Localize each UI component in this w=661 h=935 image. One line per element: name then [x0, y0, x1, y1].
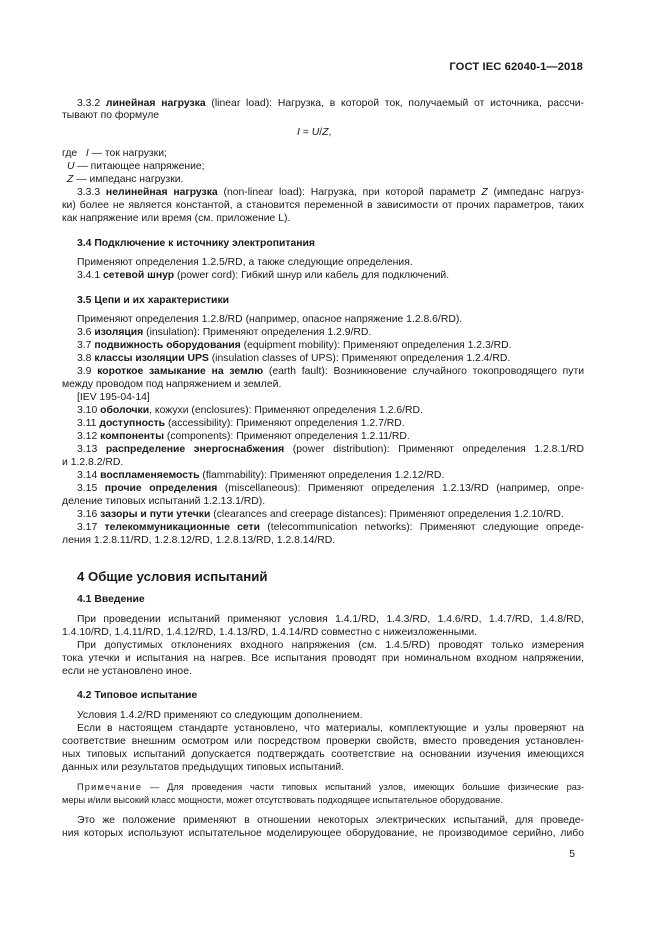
section-4-2-para-b-line-4: данных или результатов предыдущих типовых испытаний.	[62, 762, 345, 773]
where-line-i: где I — ток нагрузки;	[62, 148, 167, 159]
section-4-2-para-c-line-2: ния которых используют испытательное моделирующее оборудование, не производимое серийно, либо	[62, 828, 584, 839]
clause-3-13-line-2: и 1.2.8.2/RD.	[62, 457, 124, 468]
where-line-z: Z — импеданс нагрузки.	[67, 174, 184, 185]
section-4-1-para-b-line-3: если не установлено иное.	[62, 666, 192, 677]
clause-3-16: 3.16 зазоры и пути утечки (clearances and creepage distances): Применяют определения 1.2.10/RD.	[77, 509, 564, 520]
section-3-5-para: Применяют определения 1.2.8/RD (например, опасное напряжение 1.2.8.6/RD).	[77, 314, 463, 325]
term-non-linear-load: нелинейная нагрузка	[105, 187, 218, 198]
clause-3-10: 3.10 оболочки, кожухи (enclosures): Применяют определения 1.2.6/RD.	[77, 405, 423, 416]
standard-header: ГОСТ IEC 62040-1—2018	[449, 61, 583, 73]
section-4-1-para-b-line-2: тока утечки и испытания на нагрев. Все испытания проводят при номинальном входном напряжении,	[62, 653, 584, 664]
section-4-1-para-a-line-1: При проведении испытаний применяют условия 1.4.1/RD, 1.4.3/RD, 1.4.6/RD, 1.4.7/RD, 1.4.8/RD,	[77, 614, 584, 625]
note-line-2: меры и/или высокий класс мощности, может отсутствовать подходящее испытательное оборудование.	[62, 795, 503, 805]
section-4-2-para-b-line-3: ных типовых испытаний допускается подтверждать соответствие на основании изучения имеющихся	[62, 749, 584, 760]
page-number: 5	[569, 849, 575, 860]
note-line-1: Примечание — Для проведения части типовых испытаний узлов, имеющих большие физические раз-	[77, 782, 584, 792]
section-4-2-para-a: Условия 1.4.2/RD применяют со следующим дополнением.	[77, 710, 363, 721]
section-4-2-para-c-line-1: Это же положение применяют в отношении некоторых электрических испытаний, для проведе-	[77, 815, 584, 826]
clause-3-17-line-2: ления 1.2.8.11/RD, 1.2.8.12/RD, 1.2.8.13/RD, 1.2.8.14/RD.	[62, 535, 336, 546]
section-3-4-heading: 3.4 Подключение к источнику электропитания	[77, 238, 315, 249]
clause-3-14: 3.14 воспламеняемость (flammability): Применяют определения 1.2.12/RD.	[77, 470, 445, 481]
section-4-1-heading: 4.1 Введение	[77, 594, 145, 605]
clause-3-12: 3.12 компоненты (components): Применяют определения 1.2.11/RD.	[77, 431, 410, 442]
clause-3-9-line-2: между проводом под напряжением и землей.	[62, 379, 282, 390]
clause-3-15-line-2: деление типовых испытаний 1.2.13.1/RD).	[62, 496, 266, 507]
clause-3-13-line-1: 3.13 распределение энергоснабжения (power distribution): Применяют определения 1.2.8.1/RD	[77, 444, 584, 455]
note-label: Примечание	[77, 782, 143, 792]
clause-3-3-2-line-2: тывают по формуле	[62, 110, 160, 121]
section-4-1-para-a-line-2: 1.4.10/RD, 1.4.11/RD, 1.4.12/RD, 1.4.13/RD, 1.4.14/RD совместно с нижеизложенными.	[62, 627, 478, 638]
term-linear-load: линейная нагрузка	[105, 98, 206, 109]
clause-3-3-3-line-2: ки) более не является константой, а становится переменной в зависимости от прочих параметров, таких	[62, 200, 584, 211]
clause-3-3-3-line-1: 3.3.3 нелинейная нагрузка (non-linear load): Нагрузка, при которой параметр Z (импеданс нагруз-	[77, 187, 584, 198]
formula: I = U/Z,	[297, 127, 332, 138]
clause-3-3-3-line-3: как напряжение или время (см. приложение L).	[62, 213, 291, 224]
clause-3-11: 3.11 доступность (accessibility): Применяют определения 1.2.7/RD.	[77, 418, 405, 429]
iev-reference: [IEV 195-04-14]	[77, 392, 150, 403]
section-4-heading: 4 Общие условия испытаний	[77, 569, 268, 584]
clause-3-15-line-1: 3.15 прочие определения (miscellaneous): Применяют определения 1.2.13/RD (например, опре-	[77, 483, 584, 494]
section-4-1-para-b-line-1: При допустимых отклонениях входного напряжения (см. 1.4.5/RD) проводят только измерения	[77, 640, 584, 651]
clause-3-8: 3.8 классы изоляции UPS (insulation classes of UPS): Применяют определения 1.2.4/RD.	[77, 353, 511, 364]
clause-3-7: 3.7 подвижность оборудования (equipment mobility): Применяют определения 1.2.3/RD.	[77, 340, 512, 351]
clause-3-17-line-1: 3.17 телекоммуникационные сети (telecommunication networks): Применяют следующие опреде-	[77, 522, 585, 533]
clause-3-3-2-line-1: 3.3.2 линейная нагрузка (linear load): Нагрузка, в которой ток, получаемый от источника, рассчи-	[77, 98, 584, 109]
clause-3-6: 3.6 изоляция (insulation): Применяют определения 1.2.9/RD.	[77, 327, 372, 338]
section-3-5-heading: 3.5 Цепи и их характеристики	[77, 295, 230, 306]
section-3-4-para: Применяют определения 1.2.5/RD, а также следующие определения.	[77, 257, 413, 268]
clause-3-9-line-1: 3.9 короткое замыкание на землю (earth fault): Возникновение случайного токопроводящего пути	[77, 366, 585, 377]
clause-3-4-1: 3.4.1 сетевой шнур (power cord): Гибкий шнур или кабель для подключений.	[77, 270, 450, 281]
section-4-2-heading: 4.2 Типовое испытание	[77, 690, 198, 701]
section-4-2-para-b-line-1: Если в настоящем стандарте установлено, что материалы, комплектующие и узлы проверяют на	[77, 723, 584, 734]
section-4-2-para-b-line-2: соответствие внешним осмотром или посредством проверки свойств, вместо проведения установлен-	[62, 736, 584, 747]
where-line-u: U — питающее напряжение;	[67, 161, 205, 172]
